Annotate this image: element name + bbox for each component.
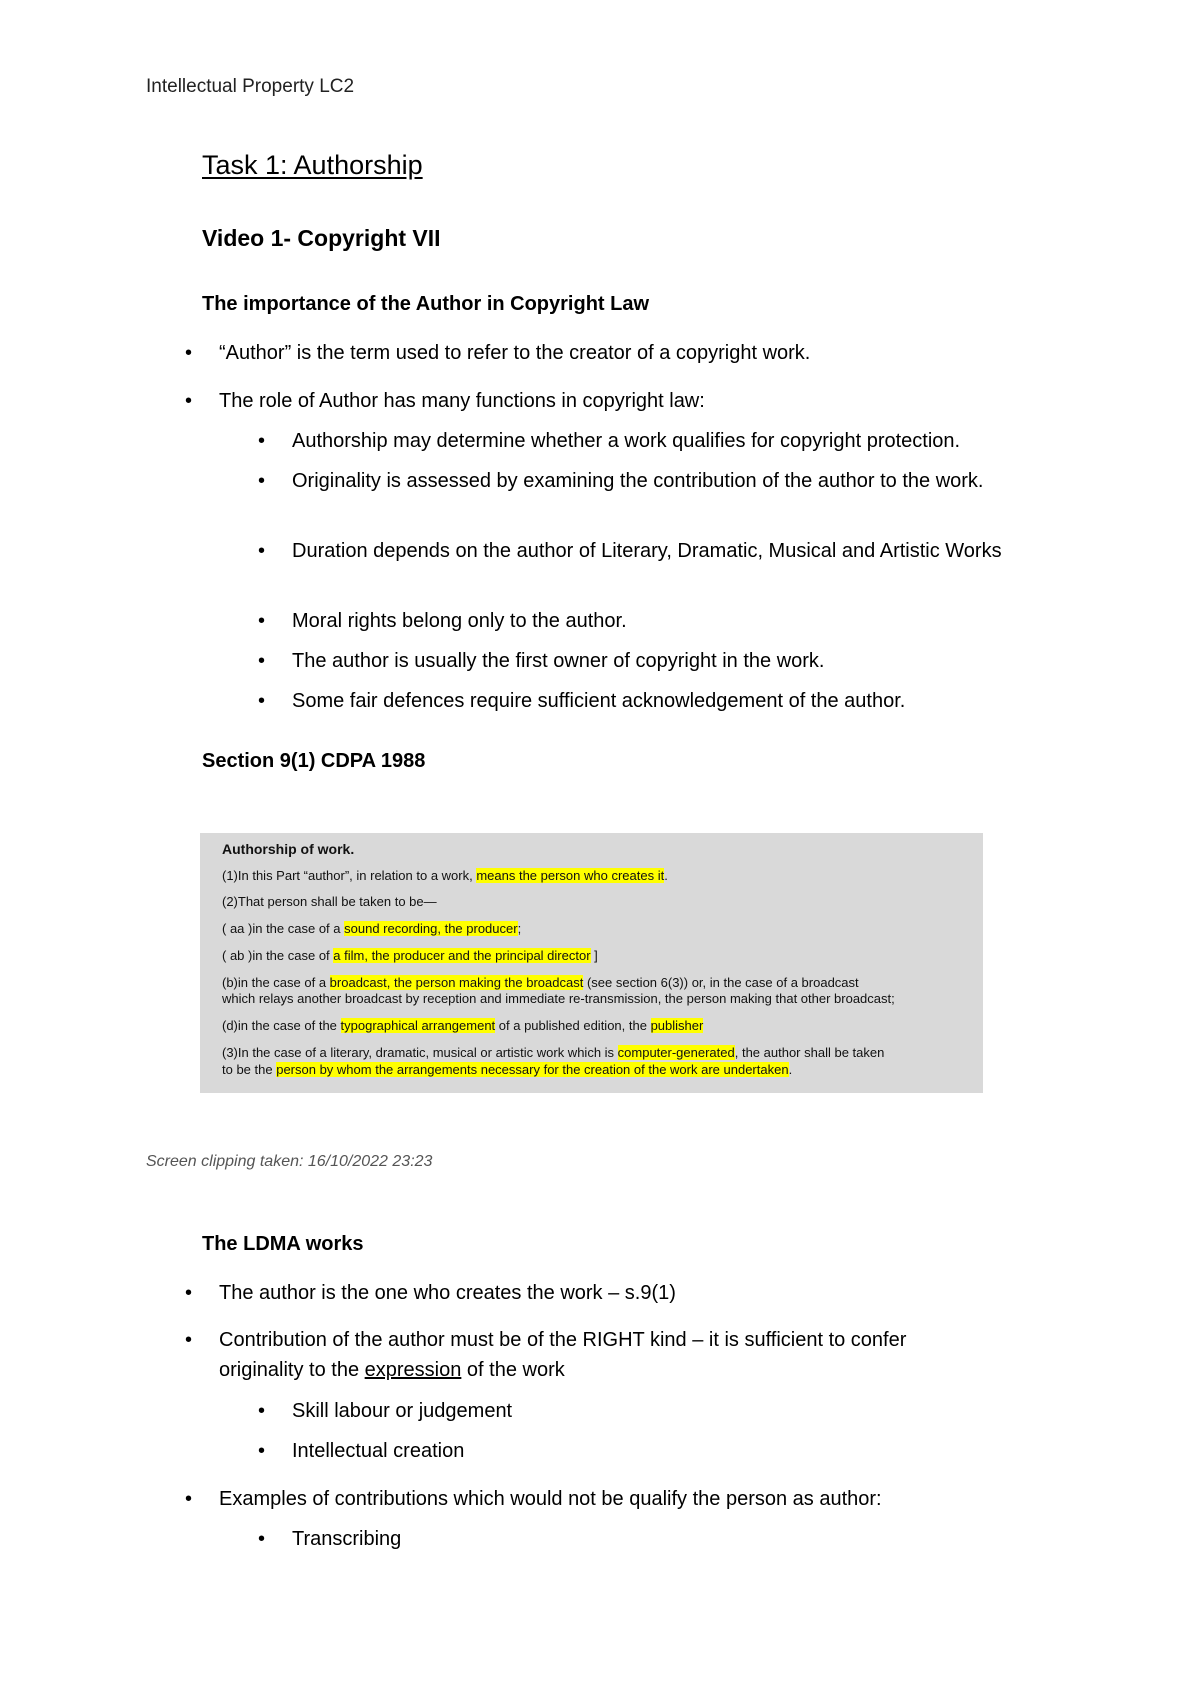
clipping-line: to be the person by whom the arrangements necessary for the creation of the work are undertaken. bbox=[222, 1062, 793, 1077]
underlined-term: expression bbox=[364, 1359, 462, 1381]
bullet-text: Skill labour or judgement bbox=[292, 1400, 513, 1422]
bullet-text: Duration depends on the author of Literary, Dramatic, Musical and Artistic Works bbox=[292, 540, 1002, 562]
sub-bullet-item bbox=[258, 686, 1082, 716]
bullet-text: Some fair defences require sufficient acknowledgement of the author. bbox=[292, 690, 906, 712]
clipping-line: ( aa )in the case of a sound recording, the producer; bbox=[222, 921, 522, 936]
clipping-title: Authorship of work. bbox=[222, 841, 355, 857]
bullet-icon: • bbox=[258, 540, 266, 562]
clipping-line: (2)That person shall be taken to be— bbox=[222, 894, 437, 909]
clipping-line: which relays another broadcast by reception and immediate re-transmission, the person making that other broadcast; bbox=[222, 991, 895, 1006]
task-title: Task 1: Authorship bbox=[202, 150, 423, 180]
bullet-icon: • bbox=[185, 390, 193, 412]
bullet-icon: • bbox=[185, 1282, 193, 1304]
bullet-text: Examples of contributions which would not be qualify the person as author: bbox=[219, 1488, 882, 1510]
section-heading-ldma: The LDMA works bbox=[202, 1233, 364, 1255]
bullet-icon: • bbox=[258, 650, 266, 672]
clipping-line: (1)In this Part “author”, in relation to a work, means the person who creates it. bbox=[222, 868, 668, 883]
bullet-icon: • bbox=[185, 1329, 193, 1351]
bullet-icon: • bbox=[258, 690, 266, 712]
bullet-text: The role of Author has many functions in copyright law: bbox=[219, 390, 705, 412]
video-title: Video 1- Copyright VII bbox=[202, 225, 441, 251]
screen-clipping bbox=[200, 833, 983, 1093]
section-heading-importance: The importance of the Author in Copyright Law bbox=[202, 293, 650, 315]
bullet-item bbox=[185, 386, 1079, 416]
bullet-item: • Contribution of the author must be of the RIGHT kind – it is sufficient to confer originality to the expression of the work bbox=[219, 1325, 1079, 1385]
bullet-item bbox=[185, 1278, 1079, 1308]
sub-bullet-item bbox=[258, 1396, 1082, 1426]
clipping-line: (b)in the case of a broadcast, the person making the broadcast (see section 6(3)) or, in the case of a broadcast bbox=[222, 975, 859, 990]
bullet-icon: • bbox=[258, 470, 266, 492]
sub-bullet-item bbox=[258, 1524, 1082, 1554]
bullet-text: Contribution of the author must be of the RIGHT kind – it is sufficient to confer bbox=[219, 1329, 907, 1351]
bullet-item bbox=[185, 1484, 1079, 1514]
bullet-text: Originality is assessed by examining the contribution of the author to the work. bbox=[292, 470, 984, 492]
bullet-item bbox=[185, 338, 1079, 368]
clipping-line: (d)in the case of the typographical arrangement of a published edition, the publisher bbox=[222, 1018, 704, 1033]
clipping-caption: Screen clipping taken: 16/10/2022 23:23 bbox=[146, 1153, 433, 1170]
bullet-text: The author is usually the first owner of copyright in the work. bbox=[292, 650, 825, 672]
bullet-icon: • bbox=[258, 610, 266, 632]
sub-bullet-item bbox=[258, 466, 1082, 496]
bullet-icon: • bbox=[258, 1400, 266, 1422]
sub-bullet-item bbox=[258, 606, 1082, 636]
bullet-icon: • bbox=[258, 1440, 266, 1462]
section-heading-cdpa: Section 9(1) CDPA 1988 bbox=[202, 750, 426, 772]
sub-bullet-item bbox=[258, 1436, 1082, 1466]
clipping-line: (3)In the case of a literary, dramatic, musical or artistic work which is computer-generated, the author shall be taken bbox=[222, 1045, 885, 1060]
sub-bullet-item bbox=[258, 426, 1082, 456]
bullet-icon: • bbox=[258, 430, 266, 452]
bullet-icon: • bbox=[185, 342, 193, 364]
bullet-text: The author is the one who creates the work – s.9(1) bbox=[219, 1282, 676, 1304]
bullet-icon: • bbox=[258, 1528, 266, 1550]
bullet-icon: • bbox=[185, 1488, 193, 1510]
page-header: Intellectual Property LC2 bbox=[146, 76, 355, 97]
bullet-text: Moral rights belong only to the author. bbox=[292, 610, 627, 632]
bullet-text: Intellectual creation bbox=[292, 1440, 465, 1462]
sub-bullet-item bbox=[258, 536, 1082, 566]
bullet-text: originality to the bbox=[219, 1359, 365, 1381]
clipping-line: ( ab )in the case of a film, the producer and the principal director ] bbox=[222, 948, 598, 963]
sub-bullet-item bbox=[258, 646, 1082, 676]
bullet-text: Authorship may determine whether a work qualifies for copyright protection. bbox=[292, 430, 961, 452]
bullet-text: “Author” is the term used to refer to the creator of a copyright work. bbox=[219, 342, 811, 364]
bullet-text: Transcribing bbox=[292, 1528, 402, 1550]
